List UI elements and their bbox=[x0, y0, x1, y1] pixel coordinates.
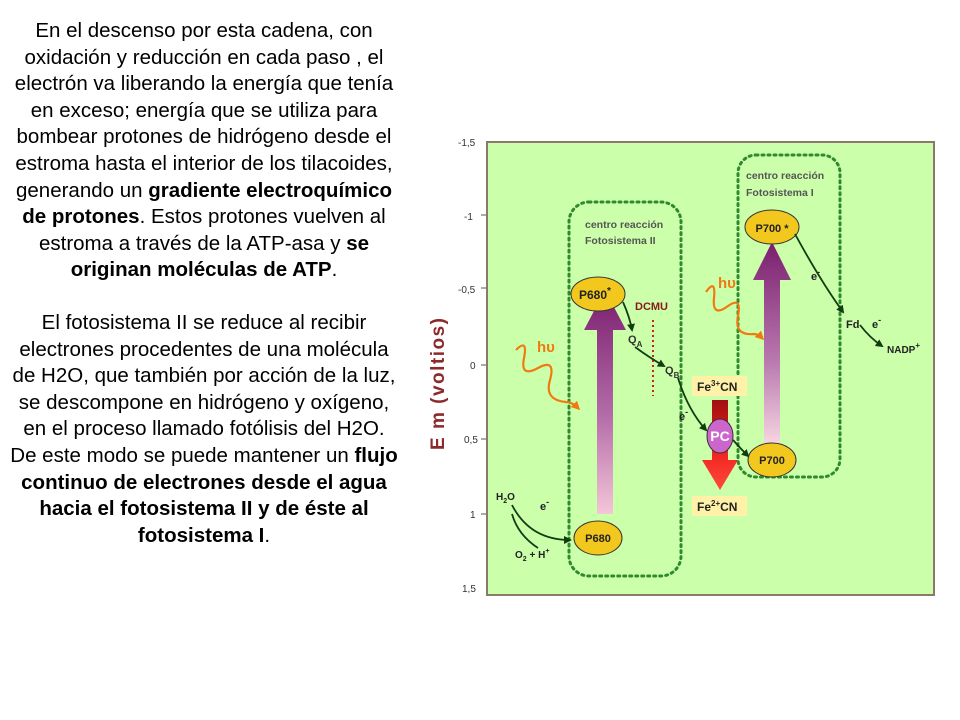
text-run: En el descenso por esta cadena, con oxidación y reducción en cada paso , el electrón va liberando la energía que tenía en exceso; energía que se utiliza para bombear protones de hidrógeno desde el estroma hasta el interior de los tilacoides, generando un bbox=[14, 19, 394, 202]
z-scheme-diagram bbox=[420, 130, 940, 610]
tick-label: -1,5 bbox=[458, 138, 476, 149]
text-run: . Estos protones vuelven al estroma a través de la ATP-asa y bbox=[38, 205, 386, 255]
ps1-title-line2: Fotosistema I bbox=[746, 187, 814, 199]
fe2-label: $Fe^{2+}CN$ bbox=[697, 499, 738, 514]
tick-label: 0 bbox=[470, 361, 476, 372]
dcmu-label: DCMU bbox=[635, 301, 668, 313]
tick-label: 0,5 bbox=[464, 435, 478, 446]
bold-atp: se originan moléculas de ATP bbox=[70, 231, 370, 282]
explanation-text bbox=[8, 18, 400, 549]
text-run: . bbox=[264, 523, 271, 547]
p680-star-label: P680* bbox=[579, 286, 611, 302]
h2o-label: $H_2O$ bbox=[496, 492, 515, 505]
electron-label: e- bbox=[872, 315, 882, 331]
tick-label: 1 bbox=[470, 510, 476, 521]
p680-label: P680 bbox=[585, 533, 611, 545]
pc-label: PC bbox=[710, 428, 730, 444]
electron-label: e- bbox=[540, 497, 550, 513]
o2-h-label: $O_2 + H^+$ bbox=[515, 548, 550, 563]
text-run: . bbox=[331, 258, 338, 282]
bold-gradient: gradiente electroquímico de protones bbox=[22, 178, 392, 229]
nadp-label: NADP+ bbox=[887, 341, 921, 356]
paragraph-electron-chain bbox=[8, 18, 400, 284]
fd-label: Fd bbox=[846, 319, 860, 331]
p700-label: P700 bbox=[759, 455, 785, 467]
y-axis-ticks bbox=[458, 138, 487, 595]
diagram-panel bbox=[487, 142, 934, 595]
text-run: El fotosistema II se reduce al recibir electrones procedentes de una molécula de H2O, que también por acción de la luz, se descompone en hidrógeno y oxígeno, en el proceso llamado fotólisis del H2O. De este modo se puede mantener un bbox=[10, 310, 396, 467]
qa-label: $Q_A$ bbox=[628, 334, 643, 349]
electron-label: e- bbox=[679, 407, 689, 423]
fe3-label: $Fe^{3+}CN$ bbox=[697, 379, 738, 394]
ps2-title-line2: Fotosistema II bbox=[585, 235, 656, 247]
qb-label: $Q_B$ bbox=[665, 365, 680, 380]
p700-star-label: P700 * bbox=[755, 223, 789, 235]
y-axis-label: E m (voltios) bbox=[428, 316, 449, 450]
tick-label: -1 bbox=[464, 212, 473, 223]
electron-label: e- bbox=[811, 267, 821, 283]
bold-flow: flujo continuo de electrones desde el agua hacia el fotosistema II y de éste al fotosistema I bbox=[21, 443, 398, 547]
hv-label-ps1: hυ bbox=[718, 275, 736, 292]
tick-label: 1,5 bbox=[462, 584, 476, 595]
hv-label-ps2: hυ bbox=[537, 339, 555, 356]
ps2-title-line1: centro reacción bbox=[585, 219, 664, 231]
paragraph-photolysis bbox=[8, 310, 400, 549]
ps1-title-line1: centro reacción bbox=[746, 170, 825, 182]
tick-label: -0,5 bbox=[458, 285, 476, 296]
